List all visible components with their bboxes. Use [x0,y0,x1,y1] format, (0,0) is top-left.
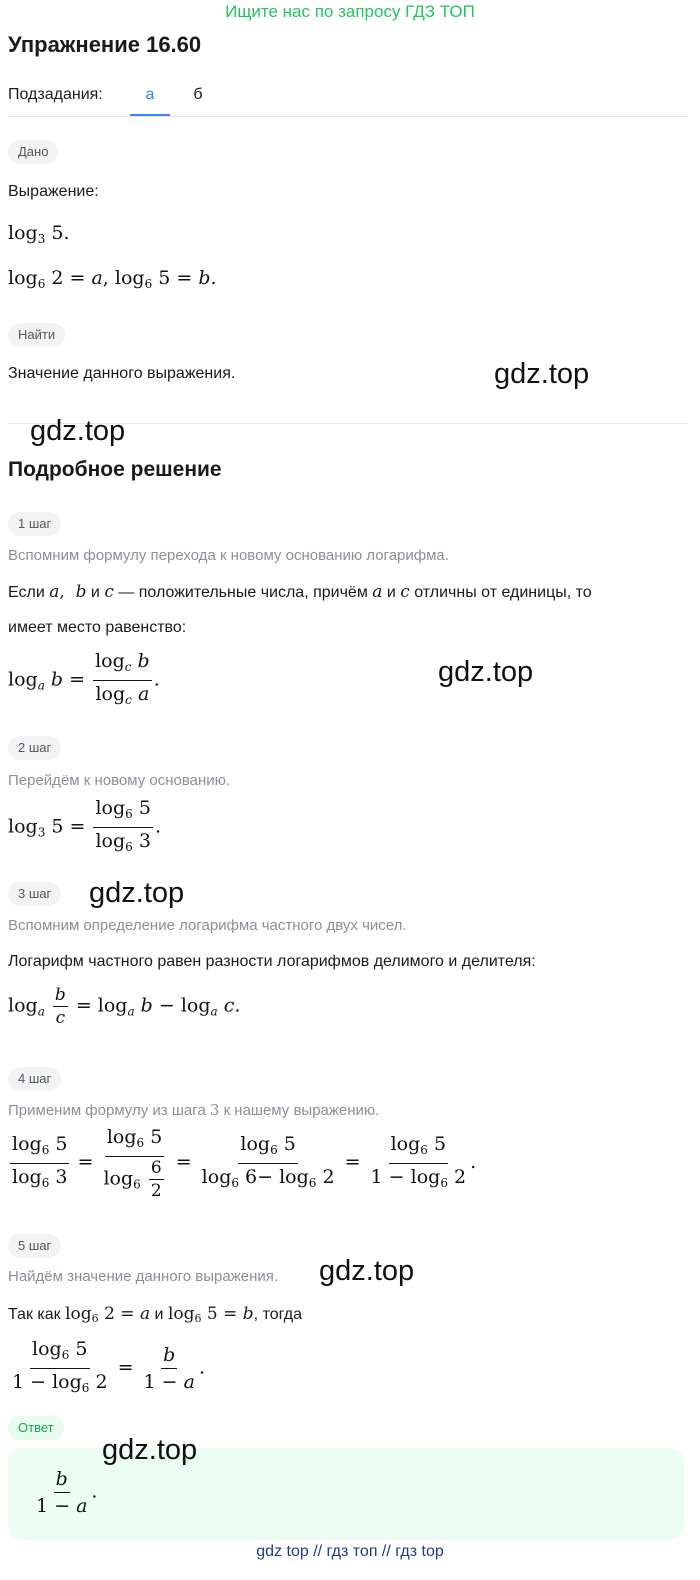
watermark: gdz.top [494,358,590,390]
answer-formula: $\frac{b}{1 - a}$ . [36,1468,98,1517]
step-4-badge: 4 шаг [8,1067,61,1091]
step-1-text-part3: — положительные числа, причём [118,584,368,601]
step-5-text-part2: и [154,1306,164,1323]
step-2-formula: $\log_3 5$ = $\frac{\log_6 5}{\log_6 3}$ . [8,797,161,854]
step-1-text: Если a, b и c — положительные числа, причём a и c отличны от единицы, то [8,582,592,602]
tab-b[interactable]: б [193,86,203,103]
step-1-text-part5: отличны от единицы, то [414,584,592,601]
step-5-formula: $\frac{\log_6 5}{1 - \log_6 2}$ = $\frac{b}{1 - a}$ . [12,1338,206,1395]
step-1-badge: 1 шаг [8,512,61,536]
watermark: gdz.top [30,415,126,447]
given-badge: Дано [8,140,58,164]
step-1-text-line2: имеет место равенство: [8,619,187,636]
step-5-text-part3: , тогда [253,1306,302,1323]
step-4-hint: Применим формулу из шага 3 к нашему выражению. [8,1101,380,1119]
step-3-badge: 3 шаг [8,882,61,906]
step-5-text-part1: Так как [8,1306,61,1323]
step-2-badge: 2 шаг [8,736,61,760]
find-badge: Найти [8,323,65,347]
watermark: gdz.top [319,1255,415,1287]
step-2-hint: Перейдём к новому основанию. [8,772,231,789]
given-conditions: $\log_6 2 = a$, $\log_6 5 = b$. [8,267,217,291]
step-1-hint: Вспомним формулу перехода к новому основанию логарифма. [8,547,449,564]
step-1-formula: $\log_a b$ = $\frac{\log_c b}{\log_c a}$ . [8,650,160,707]
step-1-text-part2: и [90,584,100,601]
step-4-hint-part2: к нашему выражению. [223,1102,380,1119]
watermark: gdz.top [102,1434,198,1466]
page-title: Упражнение 16.60 [8,32,202,57]
subtasks-bar [8,84,688,117]
footer-links[interactable]: gdz top // гдз топ // гдз top [256,1543,444,1560]
step-4-formula: $\frac{\log_6 5}{\log_6 3}$ = $\log_6 5$ $\log_6$ $\frac{6}{2}$ = $\frac{\log_6 5}{\log_6 6- \log_6 2}$ = $\frac{\log_6 5}{1 - \log_6 2}$ . [12,1126,477,1201]
step-3-text: Логарифм частного равен разности логарифмов делимого и делителя: [8,953,536,970]
find-text: Значение данного выражения. [8,365,236,382]
watermark: gdz.top [89,877,185,909]
given-expression: $\log_3 5$. [8,222,70,246]
step-5-hint: Найдём значение данного выражения. [8,1268,279,1285]
subtasks-label: Подзадания: [8,86,103,103]
step-4-hint-part1: Применим формулу из шага [8,1102,206,1119]
solution-heading: Подробное решение [8,458,222,481]
step-5-text: Так как $\log_6 2 = a$ и $\log_6 5 = b$, тогда [8,1304,302,1325]
top-banner-link[interactable]: Ищите нас по запросу ГДЗ ТОП [225,2,475,21]
answer-badge: Ответ [8,1416,64,1440]
step-5-badge: 5 шаг [8,1234,61,1258]
step-1-text-part4: и [386,584,396,601]
step-1-text-part1: Если [8,584,45,601]
step-3-hint: Вспомним определение логарифма частного двух чисел. [8,917,407,934]
given-expression-label: Выражение: [8,183,99,200]
step-3-formula: $\log_a$ $\frac{b}{c}$ = $\log_a b - \log_a c$. [8,985,241,1028]
watermark: gdz.top [438,656,534,688]
tab-a[interactable]: а [130,86,170,116]
